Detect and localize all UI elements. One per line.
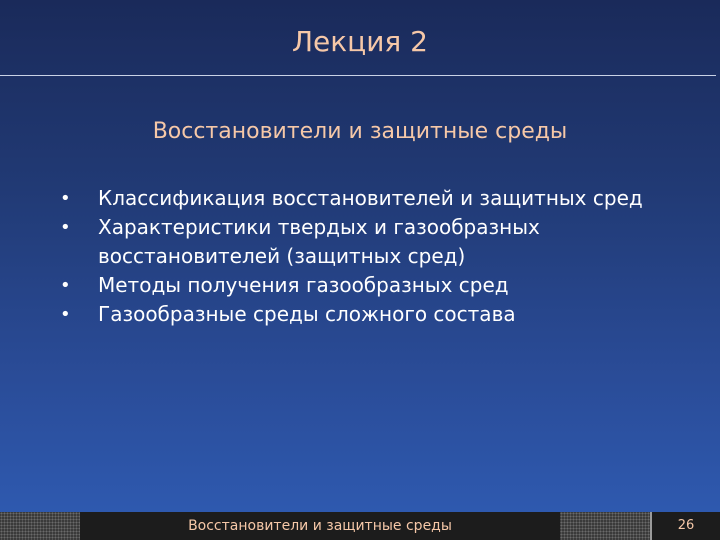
bullet-text: Методы получения газообразных сред — [98, 273, 509, 297]
footer-texture-left — [0, 512, 80, 540]
list-item — [56, 300, 686, 329]
list-item — [56, 213, 686, 271]
bullet-icon: • — [60, 304, 71, 325]
slide-subtitle: Восстановители и защитные среды — [152, 119, 568, 144]
footer-caption: Восстановители и защитные среды — [80, 512, 560, 540]
title-divider — [0, 75, 716, 76]
bullet-text: Характеристики твердых и газообразных восстановителей (защитных сред) — [98, 215, 540, 268]
footer-bar — [0, 512, 720, 540]
slide-title: Лекция 2 — [291, 25, 428, 58]
bullet-icon: • — [60, 188, 71, 209]
bullet-text: Газообразные среды сложного состава — [98, 302, 516, 326]
bullet-text: Классификация восстановителей и защитных сред — [98, 186, 643, 210]
page-number: 26 — [652, 512, 720, 540]
bullet-list — [56, 184, 686, 329]
bullet-icon: • — [60, 217, 71, 238]
list-item — [56, 271, 686, 300]
footer-texture-right — [560, 512, 650, 540]
list-item — [56, 184, 686, 213]
bullet-icon: • — [60, 275, 71, 296]
